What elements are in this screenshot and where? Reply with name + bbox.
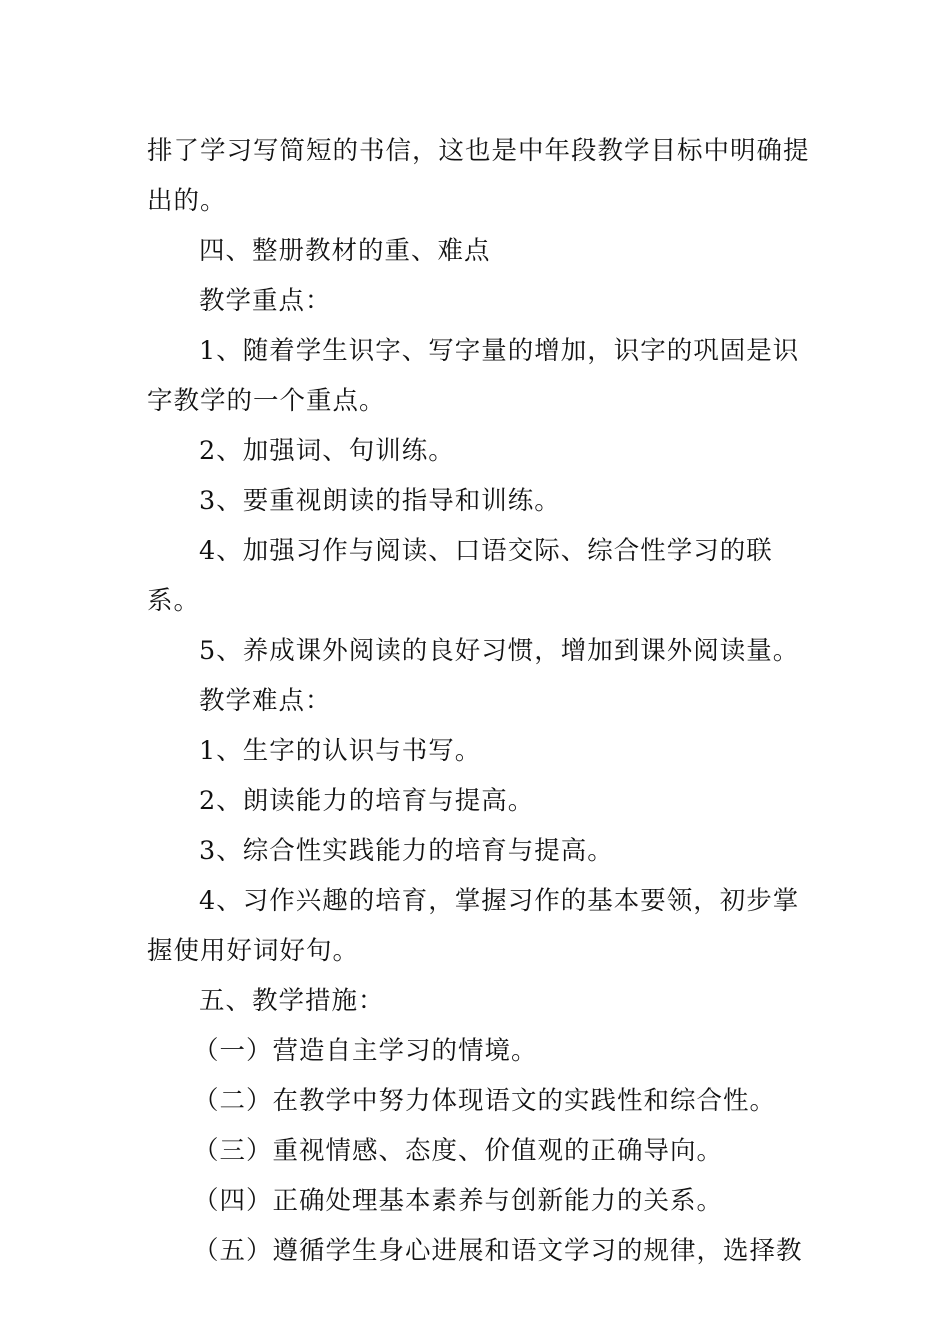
difficulty-item-3: 3、综合性实践能力的培育与提高。 bbox=[199, 836, 614, 866]
measure-item-1: （一）营造自主学习的情境。 bbox=[193, 1036, 538, 1066]
focus-item-1: 1、随着学生识字、写字量的增加，识字的巩固是识字教学的一个重点。 bbox=[147, 336, 800, 416]
measure-item-4: （四）正确处理基本素养与创新能力的关系。 bbox=[193, 1186, 724, 1216]
section-heading-five: 五、教学措施： bbox=[199, 986, 385, 1016]
focus-item-2: 2、加强词、句训练。 bbox=[199, 436, 455, 466]
subheading-teaching-difficulty: 教学难点： bbox=[199, 686, 332, 716]
document-body bbox=[147, 126, 812, 1276]
focus-item-4: 4、加强习作与阅读、口语交际、综合性学习的联系。 bbox=[147, 536, 773, 616]
section-heading-four: 四、整册教材的重、难点 bbox=[199, 236, 491, 266]
measure-item-5: （五）遵循学生身心进展和语文学习的规律，选择教 bbox=[193, 1236, 803, 1266]
measure-item-2: （二）在教学中努力体现语文的实践性和综合性。 bbox=[193, 1086, 777, 1116]
subheading-teaching-focus: 教学重点： bbox=[199, 286, 332, 316]
difficulty-item-4: 4、习作兴趣的培育，掌握习作的基本要领，初步掌握使用好词好句。 bbox=[147, 886, 800, 966]
difficulty-item-2: 2、朗读能力的培育与提高。 bbox=[199, 786, 535, 816]
difficulty-item-1: 1、生字的认识与书写。 bbox=[199, 736, 482, 766]
focus-item-3: 3、要重视朗读的指导和训练。 bbox=[199, 486, 561, 516]
paragraph-continuation: 排了学习写简短的书信，这也是中年段教学目标中明确提出的。 bbox=[147, 136, 810, 216]
measure-item-3: （三）重视情感、态度、价值观的正确导向。 bbox=[193, 1136, 724, 1166]
focus-item-5: 5、养成课外阅读的良好习惯，增加到课外阅读量。 bbox=[199, 636, 800, 666]
